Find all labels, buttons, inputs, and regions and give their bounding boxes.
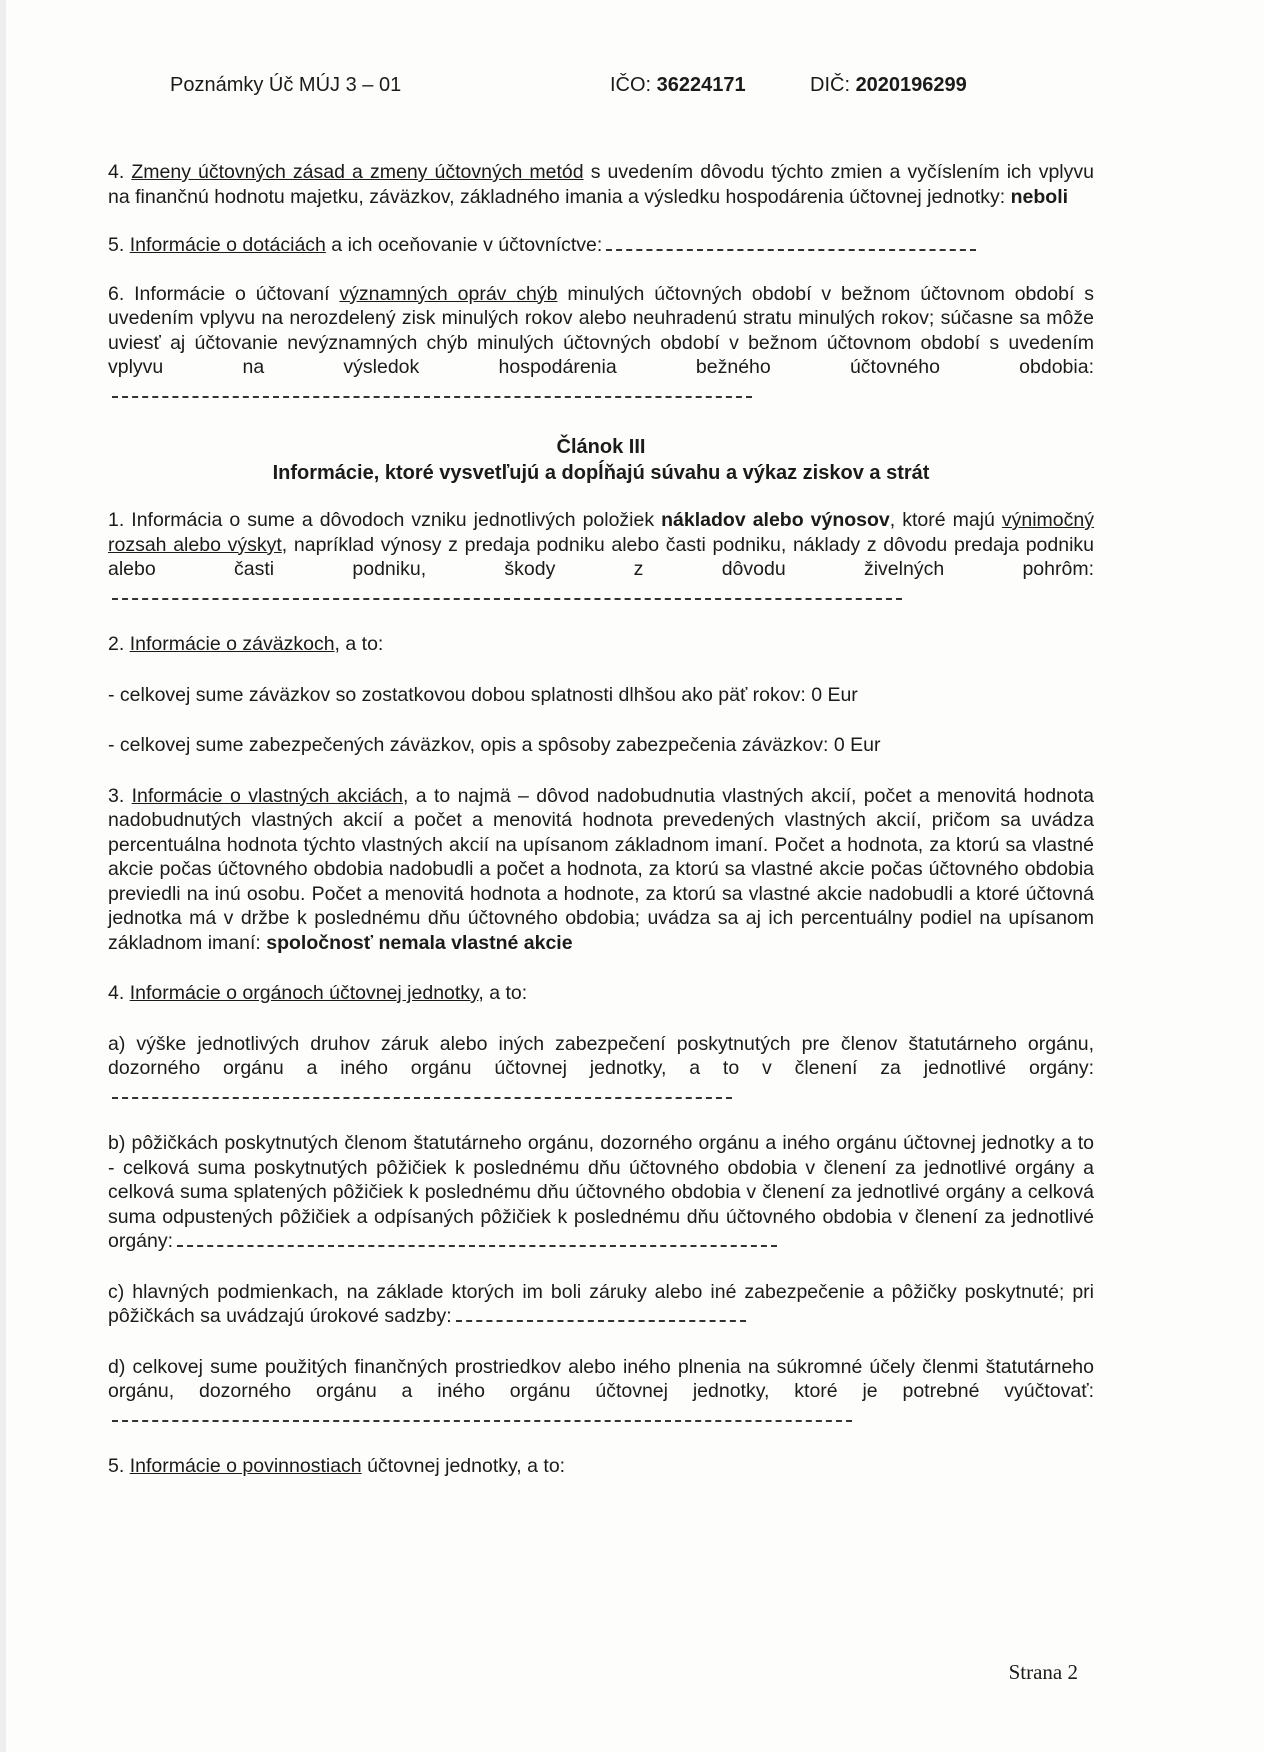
blank-line <box>456 1320 746 1322</box>
liabilities-line-1: - celkovej sume záväzkov so zostatkovou dobou splatnosti dlhšou ako päť rokov: 0 Eur <box>108 683 858 706</box>
dic-value: 2020196299 <box>855 74 967 96</box>
item4-answer: neboli <box>1010 185 1069 208</box>
bold-text: nákladov alebo výnosov <box>661 509 890 531</box>
paragraph-item4 <box>108 160 1094 209</box>
document-body <box>108 160 1094 1502</box>
item-number: 2. <box>108 633 130 655</box>
item-number: 3. <box>108 784 132 807</box>
text: b) pôžičkách poskytnutých členom štatutárneho orgánu, dozorného orgánu a iného orgánu účtovnej jednotky a to - celková suma poskytnutých pôžičiek k poslednému dňu účtovného obdobia v členení za jednotlivé orgány a celková suma splatených pôžičiek k poslednému dňu účtovného obdobia v členení za jednotlivé orgány a celková suma odpustených pôžičiek a odpísaných pôžičiek k poslednému dňu účtovného obdobia v členení za jednotlivé orgány: <box>108 1132 1094 1252</box>
item-number: 5. <box>108 1455 130 1477</box>
item-number: 4. <box>108 982 130 1004</box>
scan-edge <box>0 0 6 1752</box>
item-number: 5. <box>108 234 130 256</box>
ico-label: IČO: <box>610 74 657 96</box>
dic-label: DIČ: <box>810 74 856 96</box>
paragraph-item6 <box>108 282 1094 405</box>
paragraph-iii-1 <box>108 508 1094 606</box>
text: , napríklad výnosy z predaja podniku alebo časti podniku, náklady z dôvodu predaja podniku alebo časti podniku, škody z dôvodu živelných pohrôm: <box>108 533 1094 580</box>
item6-text: minulých účtovných období v bežnom účtovnom období s uvedením vplyvu na nerozdelený zisk minulých rokov alebo neuhradenú stratu minulých rokov; súčasne sa môže uviesť aj účtovanie nevýznamných chýb minulých účtovných období v bežnom účtovnom období s uvedením vplyvu na výsledok hospodárenia bežného účtovného obdobia: <box>108 282 1094 378</box>
text: , ktoré majú <box>889 509 1002 531</box>
doc-label: Poznámky Úč MÚJ 3 – 01 <box>170 74 402 96</box>
page-number: Strana 2 <box>1008 1660 1078 1684</box>
text: d) celkovej sume použitých finančných prostriedkov alebo iného plnenia na súkromné účely členmi štatutárneho orgánu, dozorného orgánu a iného orgánu účtovnej jednotky, ktoré je potrebné vyúčtovať: <box>108 1355 1094 1402</box>
item-number: 4. <box>108 161 132 183</box>
liabilities-line-2: - celkovej sume zabezpečených záväzkov, opis a spôsoby zabezpečenia záväzkov: 0 Eur <box>108 734 881 756</box>
paragraph-iii-4d <box>108 1355 1094 1429</box>
underlined-text: Informácie o vlastných akciách <box>131 784 403 807</box>
text: a) výške jednotlivých druhov záruk alebo iných zabezpečení poskytnutých pre členov štatutárneho orgánu, dozorného orgánu a iného orgánu účtovnej jednotky, a to v členení za jednotlivé orgány: <box>108 1032 1094 1079</box>
paragraph-iii-2 <box>108 632 1094 657</box>
paragraph-iii-4 <box>108 981 1094 1006</box>
paragraph-iii-4a <box>108 1032 1094 1106</box>
item4-text: s uvedením dôvodu týchto zmien a vyčíslením ich vplyvu na finančnú hodnotu majetku, záväzkov, základného imania a výsledku hospodárenia účtovnej jednotky: <box>108 161 1094 208</box>
item5-text: a ich oceňovanie v účtovníctve: <box>325 234 603 256</box>
item5-link: Informácie o dotáciách <box>129 234 326 256</box>
item-number: 6. Informácie o účtovaní <box>108 282 340 305</box>
text: , a to najmä – dôvod nadobudnutia vlastných akcií, počet a menovitá hodnota nadobudnutých vlastných akcií a počet a menovitá hodnota prevedených vlastných akcií, pričom sa uvádza percentuálna hodnota týchto vlastných akcií na upísanom základnom imaní. Počet a hodnota, za ktorú sa vlastné akcie počas účtovného obdobia nadobudli a počet a hodnota, za ktorú sa vlastné akcie počas účtovného obdobia previedli na inú osobu. Počet a menovitá hodnota a hodnote, za ktorú sa vlastné akcie nadobudli a ktoré účtovná jednotka má v držbe k poslednému dňu účtovného obdobia; uvádza sa aj ich percentuálny podiel na upísanom základnom imaní: <box>108 784 1095 954</box>
paragraph-iii-3 <box>108 784 1094 956</box>
item4-link: Zmeny účtovných zásad a zmeny účtovných metód <box>131 161 584 183</box>
underlined-text: Informácie o povinnostiach <box>129 1455 362 1477</box>
article-title: Článok III <box>556 436 646 458</box>
blank-line <box>177 1245 777 1247</box>
bold-answer: spoločnosť nemala vlastné akcie <box>266 931 573 954</box>
paragraph-item5 <box>108 233 1094 258</box>
ico-value: 36224171 <box>656 74 746 96</box>
article-heading <box>108 434 1094 486</box>
text: , a to: <box>478 982 528 1004</box>
blank-line <box>606 249 976 251</box>
blank-line <box>112 1097 732 1099</box>
blank-line <box>112 598 902 600</box>
underlined-text: Informácie o orgánoch účtovnej jednotky <box>129 982 479 1004</box>
text: 1. Informácia o sume a dôvodoch vzniku jednotlivých položiek <box>108 509 662 531</box>
blank-line <box>112 396 752 398</box>
paragraph-iii-5 <box>108 1454 1094 1479</box>
article-subtitle: Informácie, ktoré vysvetľujú a dopĺňajú súvahu a výkaz ziskov a strát <box>272 462 930 484</box>
underlined-text: Informácie o záväzkoch <box>129 633 335 655</box>
text: účtovnej jednotky, a to: <box>361 1455 566 1477</box>
item6-link: významných opráv chýb <box>339 282 558 305</box>
dic-field <box>810 74 967 97</box>
text: , a to: <box>334 633 384 655</box>
paragraph-iii-4c <box>108 1280 1094 1329</box>
ico-field <box>610 74 746 97</box>
underlined-text: výnimočný rozsah alebo výskyt <box>108 509 1094 556</box>
text: c) hlavných podmienkach, na základe ktorých im boli záruky alebo iné zabezpečenie a pôžičky poskytnuté; pri pôžičkách sa uvádzajú úrokové sadzby: <box>108 1280 1094 1327</box>
paragraph-iii-4b <box>108 1131 1094 1254</box>
blank-line <box>112 1420 852 1422</box>
